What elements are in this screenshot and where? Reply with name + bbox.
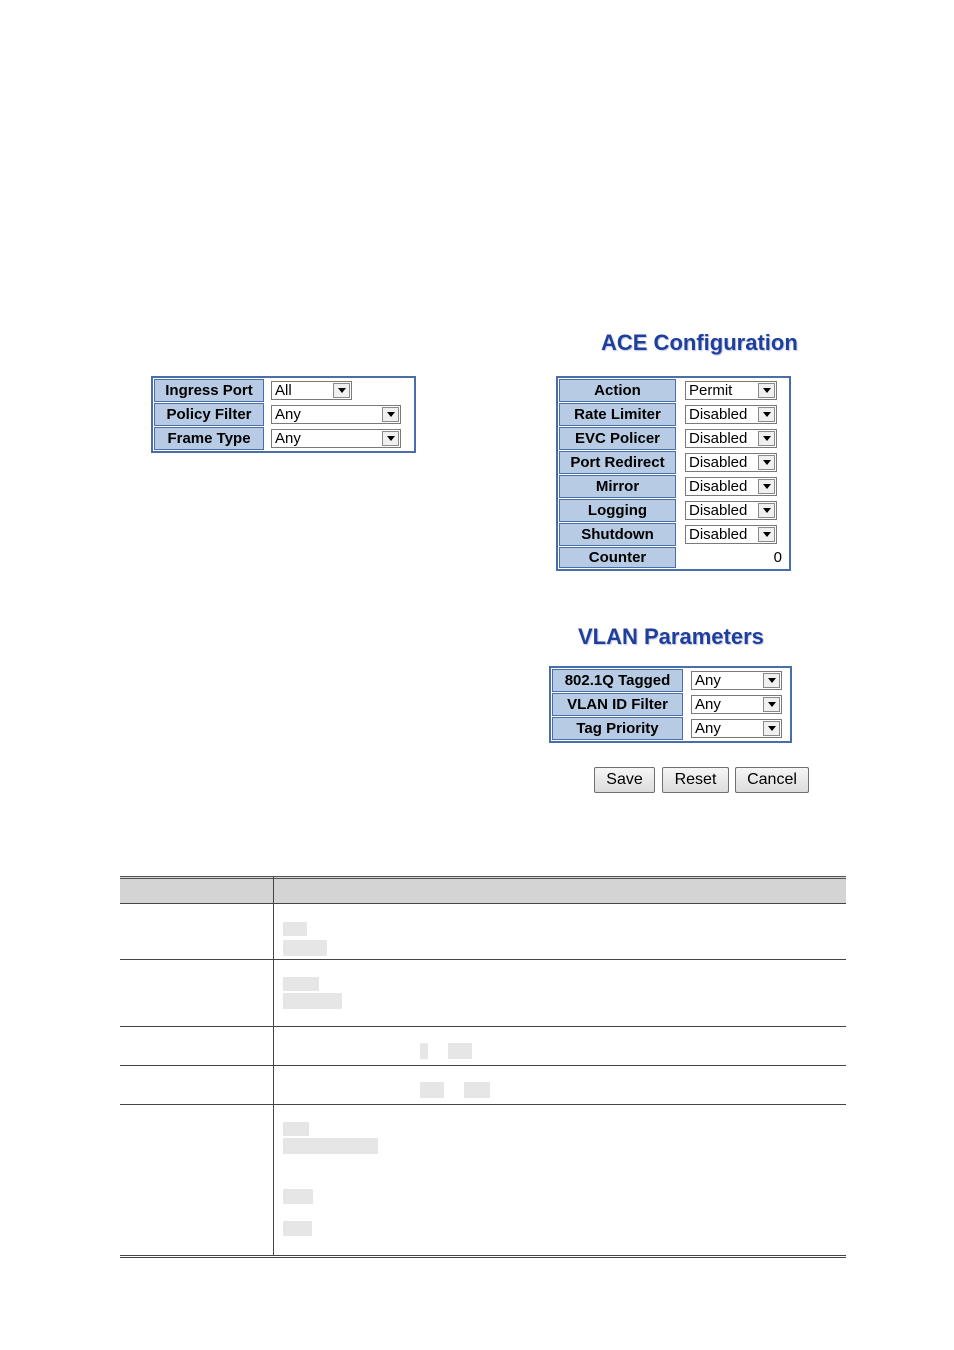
redacted-text bbox=[420, 1082, 444, 1098]
chevron-down-icon bbox=[758, 455, 775, 470]
description-table-header bbox=[120, 876, 846, 903]
tagged-label: 802.1Q Tagged bbox=[552, 669, 683, 692]
table-bottom-border bbox=[120, 1255, 846, 1258]
cancel-button[interactable]: Cancel bbox=[735, 767, 809, 793]
chevron-down-icon bbox=[758, 503, 775, 518]
mirror-label: Mirror bbox=[559, 475, 676, 498]
counter-row bbox=[559, 547, 788, 568]
rate-limiter-label: Rate Limiter bbox=[559, 403, 676, 426]
tag-priority-select[interactable] bbox=[691, 719, 782, 738]
redacted-text bbox=[448, 1043, 472, 1059]
chevron-down-icon bbox=[333, 383, 350, 398]
redacted-text bbox=[283, 1221, 312, 1236]
chevron-down-icon bbox=[758, 527, 775, 542]
tag-priority-value: Any bbox=[695, 720, 721, 737]
rate-limiter-select[interactable] bbox=[685, 405, 777, 424]
evc-policer-label: EVC Policer bbox=[559, 427, 676, 450]
redacted-text bbox=[420, 1043, 428, 1059]
tagged-row bbox=[552, 669, 789, 692]
action-value: Permit bbox=[689, 382, 733, 399]
vlan-table bbox=[549, 666, 792, 743]
frame-type-label: Frame Type bbox=[154, 427, 264, 450]
ingress-port-row bbox=[154, 379, 413, 402]
vlan-id-filter-label: VLAN ID Filter bbox=[552, 693, 683, 716]
evc-policer-select[interactable] bbox=[685, 429, 777, 448]
frame-type-select[interactable] bbox=[271, 429, 401, 448]
redacted-text bbox=[283, 1122, 309, 1136]
port-redirect-label: Port Redirect bbox=[559, 451, 676, 474]
port-redirect-value: Disabled bbox=[689, 454, 748, 471]
chevron-down-icon bbox=[763, 673, 780, 688]
mirror-value: Disabled bbox=[689, 478, 748, 495]
redacted-text bbox=[283, 977, 319, 991]
chevron-down-icon bbox=[382, 407, 399, 422]
redacted-text bbox=[283, 940, 327, 956]
reset-button[interactable]: Reset bbox=[662, 767, 729, 793]
mirror-select[interactable] bbox=[685, 477, 777, 496]
chevron-down-icon bbox=[758, 431, 775, 446]
ingress-table bbox=[151, 376, 416, 453]
logging-label: Logging bbox=[559, 499, 676, 522]
ingress-port-select[interactable] bbox=[271, 381, 352, 400]
row-divider bbox=[120, 1026, 846, 1027]
logging-row bbox=[559, 499, 788, 522]
counter-value: 0 bbox=[773, 549, 782, 566]
row-divider bbox=[120, 1104, 846, 1105]
row-divider bbox=[120, 903, 846, 904]
logging-value: Disabled bbox=[689, 502, 748, 519]
vlan-id-filter-row bbox=[552, 693, 789, 716]
action-row bbox=[559, 379, 788, 402]
action-label: Action bbox=[559, 379, 676, 402]
counter-label: Counter bbox=[559, 547, 676, 568]
action-table bbox=[556, 376, 791, 571]
policy-filter-value: Any bbox=[275, 406, 301, 423]
evc-policer-value: Disabled bbox=[689, 430, 748, 447]
redacted-text bbox=[283, 1138, 378, 1154]
column-divider bbox=[273, 876, 274, 1257]
redacted-text bbox=[464, 1082, 490, 1098]
shutdown-label: Shutdown bbox=[559, 523, 676, 546]
rate-limiter-row bbox=[559, 403, 788, 426]
policy-filter-row bbox=[154, 403, 413, 426]
vlan-id-filter-value: Any bbox=[695, 696, 721, 713]
policy-filter-select[interactable] bbox=[271, 405, 401, 424]
shutdown-select[interactable] bbox=[685, 525, 777, 544]
row-divider bbox=[120, 959, 846, 960]
tag-priority-row bbox=[552, 717, 789, 740]
chevron-down-icon bbox=[382, 431, 399, 446]
ingress-port-label: Ingress Port bbox=[154, 379, 264, 402]
chevron-down-icon bbox=[758, 407, 775, 422]
action-select[interactable] bbox=[685, 381, 777, 400]
description-table bbox=[120, 876, 846, 1257]
tagged-select[interactable] bbox=[691, 671, 782, 690]
mirror-row bbox=[559, 475, 788, 498]
shutdown-value: Disabled bbox=[689, 526, 748, 543]
chevron-down-icon bbox=[758, 383, 775, 398]
vlan-parameters-title: VLAN Parameters bbox=[578, 624, 764, 649]
ingress-port-value: All bbox=[275, 382, 292, 399]
evc-policer-row bbox=[559, 427, 788, 450]
chevron-down-icon bbox=[758, 479, 775, 494]
redacted-text bbox=[283, 993, 342, 1009]
port-redirect-row bbox=[559, 451, 788, 474]
shutdown-row bbox=[559, 523, 788, 546]
policy-filter-label: Policy Filter bbox=[154, 403, 264, 426]
chevron-down-icon bbox=[763, 697, 780, 712]
vlan-id-filter-select[interactable] bbox=[691, 695, 782, 714]
redacted-text bbox=[283, 1189, 313, 1204]
logging-select[interactable] bbox=[685, 501, 777, 520]
port-redirect-select[interactable] bbox=[685, 453, 777, 472]
tagged-value: Any bbox=[695, 672, 721, 689]
frame-type-value: Any bbox=[275, 430, 301, 447]
frame-type-row bbox=[154, 427, 413, 450]
tag-priority-label: Tag Priority bbox=[552, 717, 683, 740]
redacted-text bbox=[283, 922, 307, 936]
ace-configuration-title: ACE Configuration bbox=[601, 330, 798, 355]
row-divider bbox=[120, 1065, 846, 1066]
rate-limiter-value: Disabled bbox=[689, 406, 748, 423]
save-button[interactable]: Save bbox=[594, 767, 655, 793]
chevron-down-icon bbox=[763, 721, 780, 736]
